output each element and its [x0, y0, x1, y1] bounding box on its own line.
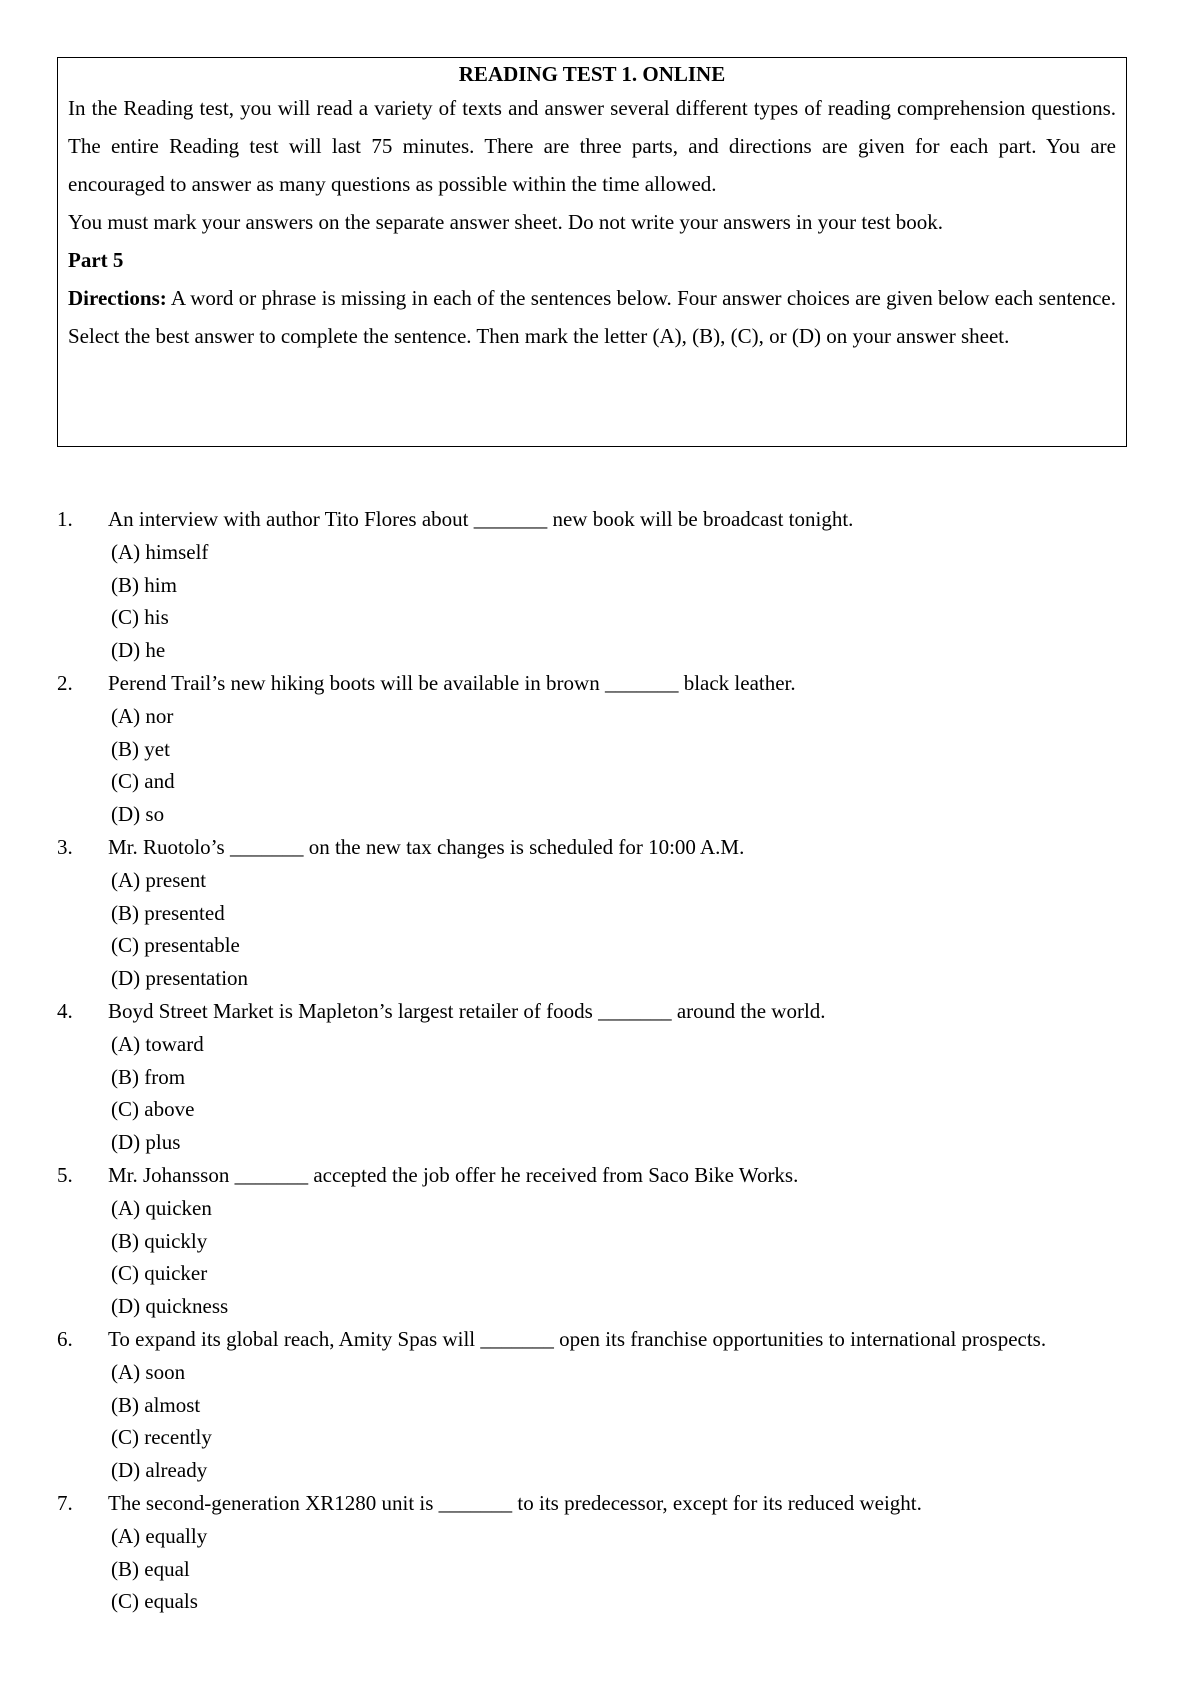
- option-list: [57, 1028, 1149, 1159]
- option-list: [57, 1192, 1149, 1323]
- question-text: The second-generation XR1280 unit is _______ to its predecessor, except for its reduced weight.: [108, 1490, 922, 1515]
- option-c: (C) above: [111, 1097, 195, 1122]
- test-title: READING TEST 1. ONLINE: [458, 62, 726, 86]
- question-6: [57, 1323, 1149, 1487]
- part-label: Part 5: [68, 248, 124, 272]
- option-c: (C) quicker: [111, 1261, 208, 1286]
- option-d: (D) he: [111, 638, 166, 663]
- question-number: 2.: [57, 670, 73, 695]
- option-list: [57, 536, 1149, 667]
- question-7: [57, 1487, 1149, 1618]
- question-5: [57, 1159, 1149, 1323]
- question-text: Perend Trail’s new hiking boots will be available in brown _______ black leather.: [108, 670, 796, 695]
- option-d: (D) presentation: [111, 966, 249, 991]
- question-stem: [57, 667, 1149, 700]
- option-list: [57, 864, 1149, 995]
- option-a: (A) nor: [111, 703, 174, 728]
- question-list: [57, 503, 1149, 1618]
- answer-sheet-note: You must mark your answers on the separate answer sheet. Do not write your answers in your test book.: [68, 210, 944, 234]
- option-c: (C) presentable: [111, 933, 240, 958]
- option-b: (B) presented: [111, 900, 225, 925]
- question-text: An interview with author Tito Flores about _______ new book will be broadcast tonight.: [108, 507, 854, 531]
- question-2: [57, 667, 1149, 831]
- question-1: [57, 503, 1149, 667]
- intro-paragraph: In the Reading test, you will read a variety of texts and answer several different types of reading comprehension questions. The entire Reading test will last 75 minutes. There are three parts, and directions are given for each part. You are encouraged to answer as many questions as possible within the time allowed.: [68, 96, 1116, 196]
- option-a: (A) quicken: [111, 1195, 212, 1220]
- option-d: (D) plus: [111, 1130, 181, 1155]
- option-d: (D) quickness: [111, 1294, 229, 1319]
- option-b: (B) equal: [111, 1556, 190, 1581]
- option-b: (B) him: [111, 572, 177, 597]
- directions-label: Directions:: [68, 286, 167, 310]
- option-c: (C) equals: [111, 1589, 198, 1614]
- question-stem: [57, 831, 1149, 864]
- question-text: Mr. Johansson _______ accepted the job offer he received from Saco Bike Works.: [108, 1162, 799, 1187]
- question-number: 7.: [57, 1490, 73, 1515]
- question-stem: [57, 1323, 1149, 1356]
- question-number: 1.: [57, 507, 73, 531]
- option-c: (C) and: [111, 769, 175, 794]
- question-text: Boyd Street Market is Mapleton’s largest retailer of foods _______ around the world.: [108, 998, 826, 1023]
- question-number: 3.: [57, 834, 73, 859]
- option-list: [57, 700, 1149, 831]
- option-a: (A) soon: [111, 1359, 186, 1384]
- question-number: 5.: [57, 1162, 73, 1187]
- question-stem: [57, 1487, 1149, 1520]
- option-a: (A) toward: [111, 1031, 204, 1056]
- question-number: 4.: [57, 998, 73, 1023]
- option-d: (D) so: [111, 802, 165, 827]
- question-number: 6.: [57, 1326, 73, 1351]
- question-3: [57, 831, 1149, 995]
- option-d: (D) already: [111, 1458, 208, 1483]
- option-a: (A) equally: [111, 1523, 208, 1548]
- question-stem: [57, 1159, 1149, 1192]
- question-4: [57, 995, 1149, 1159]
- option-b: (B) from: [111, 1064, 186, 1089]
- option-b: (B) almost: [111, 1392, 201, 1417]
- question-text: Mr. Ruotolo’s _______ on the new tax changes is scheduled for 10:00 A.M.: [108, 834, 745, 859]
- option-b: (B) yet: [111, 736, 170, 761]
- option-list: [57, 1520, 1149, 1618]
- option-c: (C) recently: [111, 1425, 212, 1450]
- option-a: (A) himself: [111, 539, 209, 564]
- question-stem: [57, 995, 1149, 1028]
- option-a: (A) present: [111, 867, 207, 892]
- directions-text: A word or phrase is missing in each of the sentences below. Four answer choices are given below each sentence. Select the best answer to complete the sentence. Then mark the letter (A), (B), (C), or (D) on your answer sheet.: [68, 286, 1116, 348]
- option-b: (B) quickly: [111, 1228, 208, 1253]
- directions-paragraph: [68, 279, 1116, 355]
- question-text: To expand its global reach, Amity Spas will _______ open its franchise opportunities to international prospects.: [108, 1326, 1047, 1351]
- question-stem: [57, 503, 1149, 536]
- instruction-box: [57, 57, 1127, 447]
- option-list: [57, 1356, 1149, 1487]
- option-c: (C) his: [111, 605, 169, 630]
